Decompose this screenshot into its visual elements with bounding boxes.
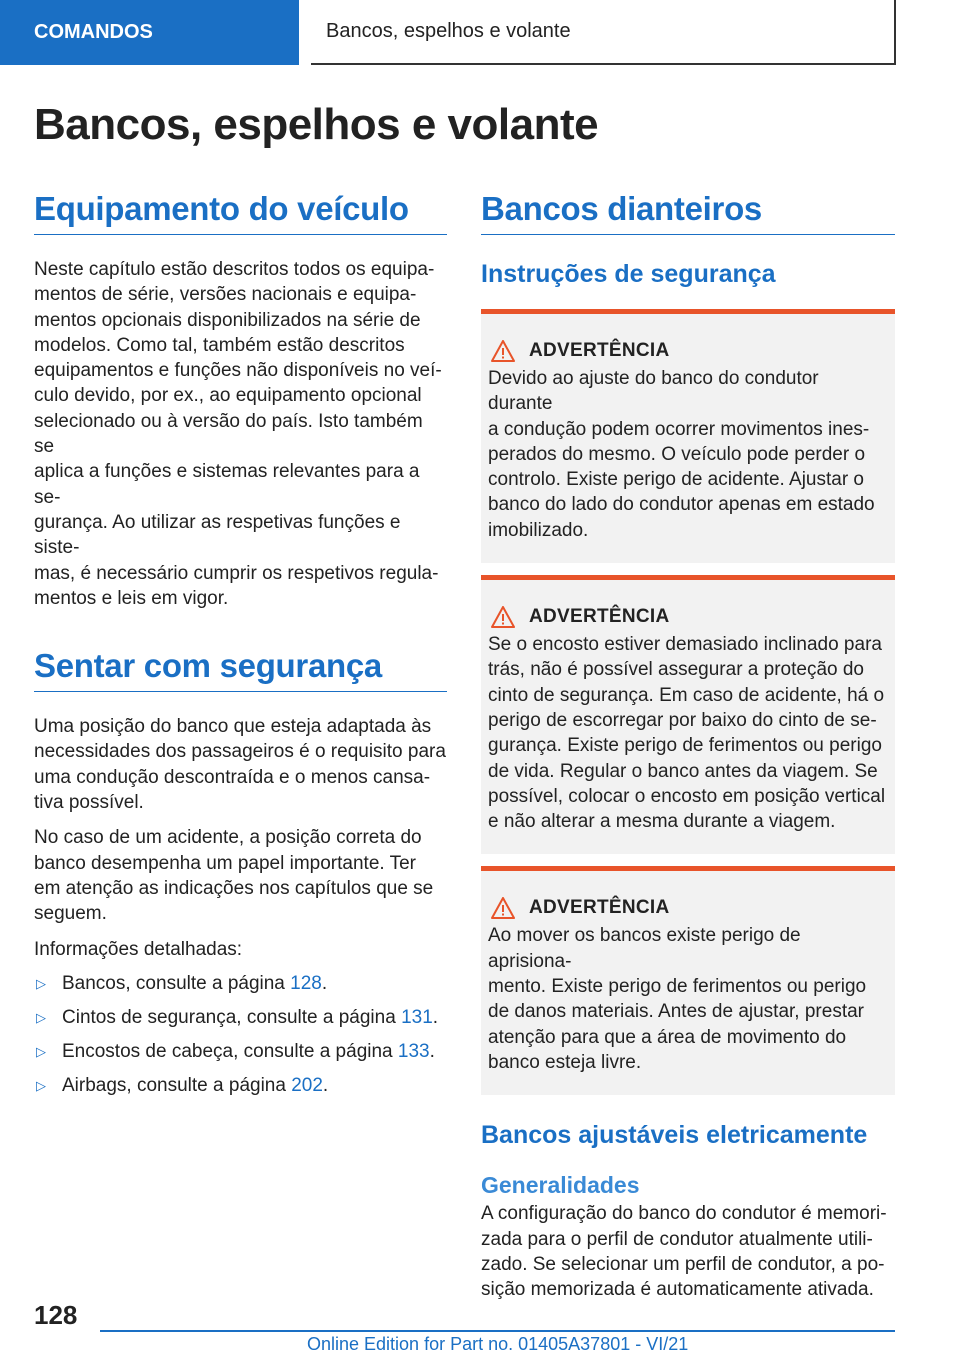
page-number: 128: [34, 1300, 78, 1330]
heading-sentar: Sentar com segurança: [34, 647, 447, 692]
heading-bancos-dianteiros: Bancos dianteiros: [481, 190, 895, 235]
warning-box: [481, 575, 895, 854]
triangle-bullet-icon: ▷: [36, 1009, 46, 1025]
warning-triangle-icon: [491, 897, 515, 919]
warning-title: ADVERTÊNCIA: [529, 340, 670, 361]
section-title: Bancos, espelhos e volante: [311, 0, 896, 65]
list-item: ▷ Airbags, consulte a página 202.: [36, 1074, 329, 1096]
footer-edition: Online Edition for Part no. 01405A37801 - VI/21: [307, 1334, 689, 1354]
generalidades-paragraph: A configuração do banco do condutor é memori- zada para o perfil de condutor atualmente utili- zado. Se selecionar um perfil de condutor, a po- sição memorizada é automaticamente ativada.: [481, 1203, 887, 1301]
sentar-paragraph-2: No caso de um acidente, a posição correta do banco desempenha um papel importante. Ter em atenção as indicações nos capítulos que se seguem.: [34, 827, 434, 925]
warning-text: Ao mover os bancos existe perigo de aprisiona- mento. Existe perigo de ferimentos ou perigo de danos materiais. Antes de ajustar, prestar atenção para que a área de movimento do banco esteja livre.: [488, 925, 867, 1073]
warning-title: ADVERTÊNCIA: [529, 897, 670, 919]
warning-triangle-icon: [491, 340, 515, 362]
heading-generalidades: Generalidades: [481, 1172, 640, 1199]
warning-triangle-icon: [491, 606, 515, 628]
right-column: [481, 190, 895, 1302]
list-item: ▷ Encostos de cabeça, consulte a página 133.: [36, 1040, 435, 1062]
page-link[interactable]: 128: [290, 972, 322, 994]
page-title: Bancos, espelhos e volante: [34, 100, 599, 149]
page-link[interactable]: 202: [291, 1074, 323, 1096]
page-link[interactable]: 131: [401, 1006, 433, 1028]
heading-instrucoes-seguranca: Instruções de segurança: [481, 260, 776, 288]
heading-bancos-eletricos: Bancos ajustáveis eletricamente: [481, 1121, 868, 1150]
equipamento-paragraph: Neste capítulo estão descritos todos os equipa- mentos de série, versões nacionais e equipa- mentos opcionais disponibilizados na série de modelos. Como tal, também estão descritos equipamentos e funções não disponíveis no veí- culo devido, por ex., ao equipamento opcional selecionado ou à versão do país. Isto também se aplica a funções e sistemas relevantes para a se- gurança. Ao utilizar as respetivas funções e siste- mas, é necessário cumprir os respetivos regula- mentos e leis em vigor.: [34, 259, 442, 609]
warning-box: [481, 866, 895, 1095]
warning-title: ADVERTÊNCIA: [529, 606, 670, 628]
triangle-bullet-icon: ▷: [36, 975, 46, 991]
list-item: ▷ Bancos, consulte a página 128.: [36, 972, 328, 994]
triangle-bullet-icon: ▷: [36, 1077, 46, 1093]
warning-text: Devido ao ajuste do banco do condutor durante a condução podem ocorrer movimentos ines- perados do mesmo. O veículo pode perder o controlo. Existe perigo de acidente. Ajustar o banco do lado do condutor apenas em estado imobilizado.: [488, 368, 875, 541]
details-label: Informações detalhadas:: [34, 938, 243, 960]
warning-text: Se o encosto estiver demasiado inclinado para trás, não é possível assegurar a proteção do cinto de segurança. Em caso de acidente, há o perigo de escorregar por baixo do cinto de se- gurança. Existe perigo de ferimentos ou perigo de vida. Regular o banco antes da viagem. Se possível, colocar o encosto em posição vertical e não alterar a mesma durante a viagem.: [488, 634, 886, 833]
sentar-paragraph-1: Uma posição do banco que esteja adaptada às necessidades dos passageiros é o requisito para uma condução descontraída e o menos cansa- tiva possível.: [34, 716, 446, 814]
left-column: [34, 190, 447, 1107]
list-item: ▷ Cintos de segurança, consulte a página 131.: [36, 1006, 439, 1028]
page-link[interactable]: 133: [397, 1040, 430, 1062]
warning-box: [481, 309, 895, 563]
reference-list: [34, 971, 447, 1098]
triangle-bullet-icon: ▷: [36, 1043, 46, 1059]
footer-divider: [100, 1330, 895, 1332]
chapter-tab[interactable]: COMANDOS: [0, 0, 299, 65]
heading-equipamento: Equipamento do veículo: [34, 190, 447, 235]
